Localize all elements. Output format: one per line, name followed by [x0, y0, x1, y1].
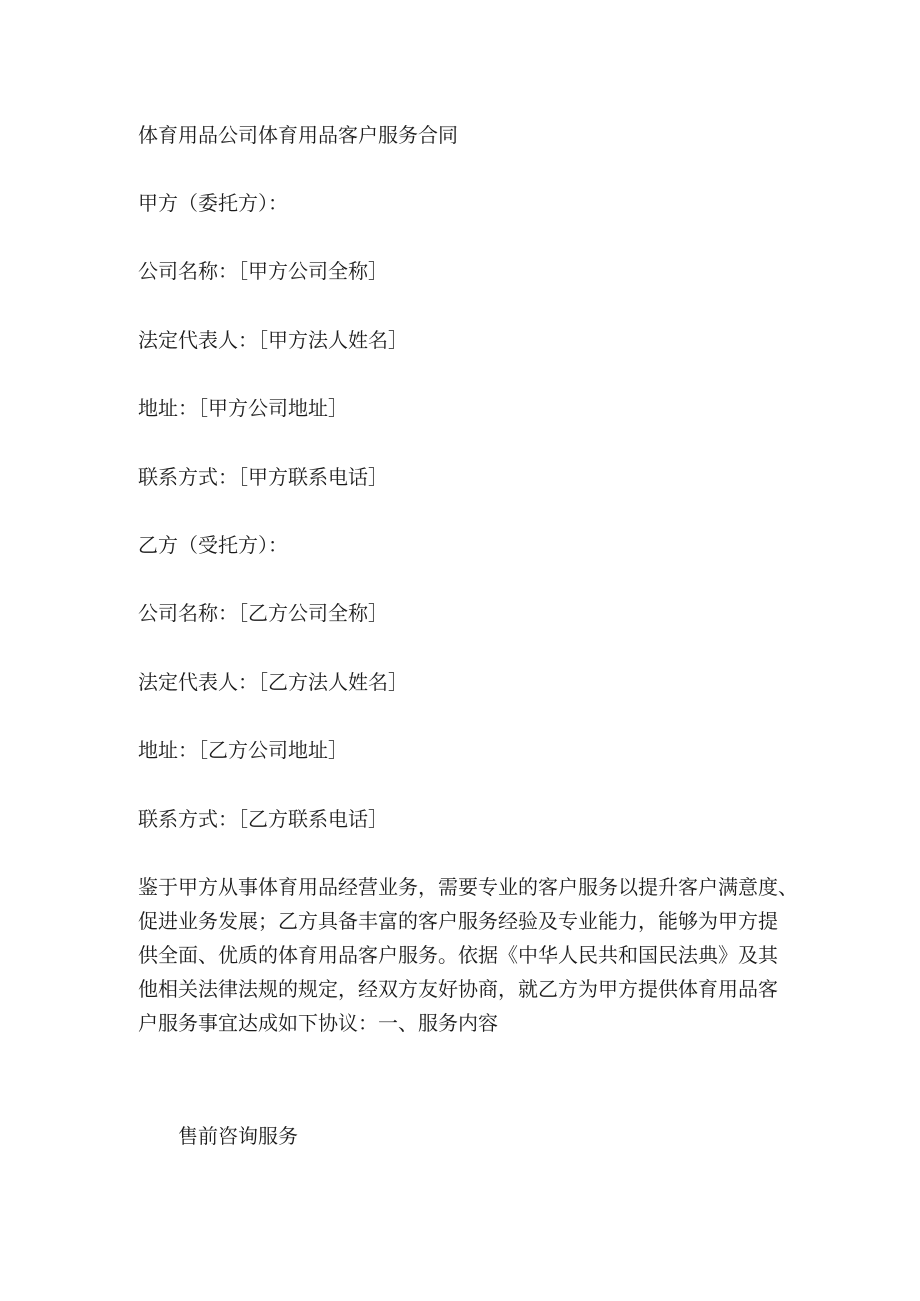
party-a-legal-rep: 法定代表人：［甲方法人姓名］ [138, 328, 408, 352]
party-a-contact: 联系方式：［甲方联系电话］ [138, 465, 388, 489]
party-a-heading: 甲方（委托方）： [138, 191, 288, 215]
party-a-company: 公司名称：［甲方公司全称］ [138, 259, 388, 283]
party-a-address: 地址：［甲方公司地址］ [138, 396, 348, 420]
preamble-line: 户服务事宜达成如下协议：一、服务内容 [138, 1011, 498, 1035]
preamble-line: 供全面、优质的体育用品客户服务。依据《中华人民共和国民法典》及其 [138, 943, 778, 967]
party-b-heading: 乙方（受托方）： [138, 533, 288, 557]
subsection-heading: 售前咨询服务 [178, 1124, 298, 1148]
party-b-company: 公司名称：［乙方公司全称］ [138, 601, 388, 625]
party-b-legal-rep: 法定代表人：［乙方法人姓名］ [138, 670, 408, 694]
party-b-address: 地址：［乙方公司地址］ [138, 738, 348, 762]
party-b-contact: 联系方式：［乙方联系电话］ [138, 807, 388, 831]
preamble-line: 促进业务发展；乙方具备丰富的客户服务经验及专业能力，能够为甲方提 [138, 909, 778, 933]
document-title: 体育用品公司体育用品客户服务合同 [138, 123, 458, 147]
preamble-line: 鉴于甲方从事体育用品经营业务，需要专业的客户服务以提升客户满意度、 [138, 875, 798, 899]
preamble-paragraph [138, 870, 798, 1040]
preamble-line: 他相关法律法规的规定，经双方友好协商，就乙方为甲方提供体育用品客 [138, 977, 778, 1001]
